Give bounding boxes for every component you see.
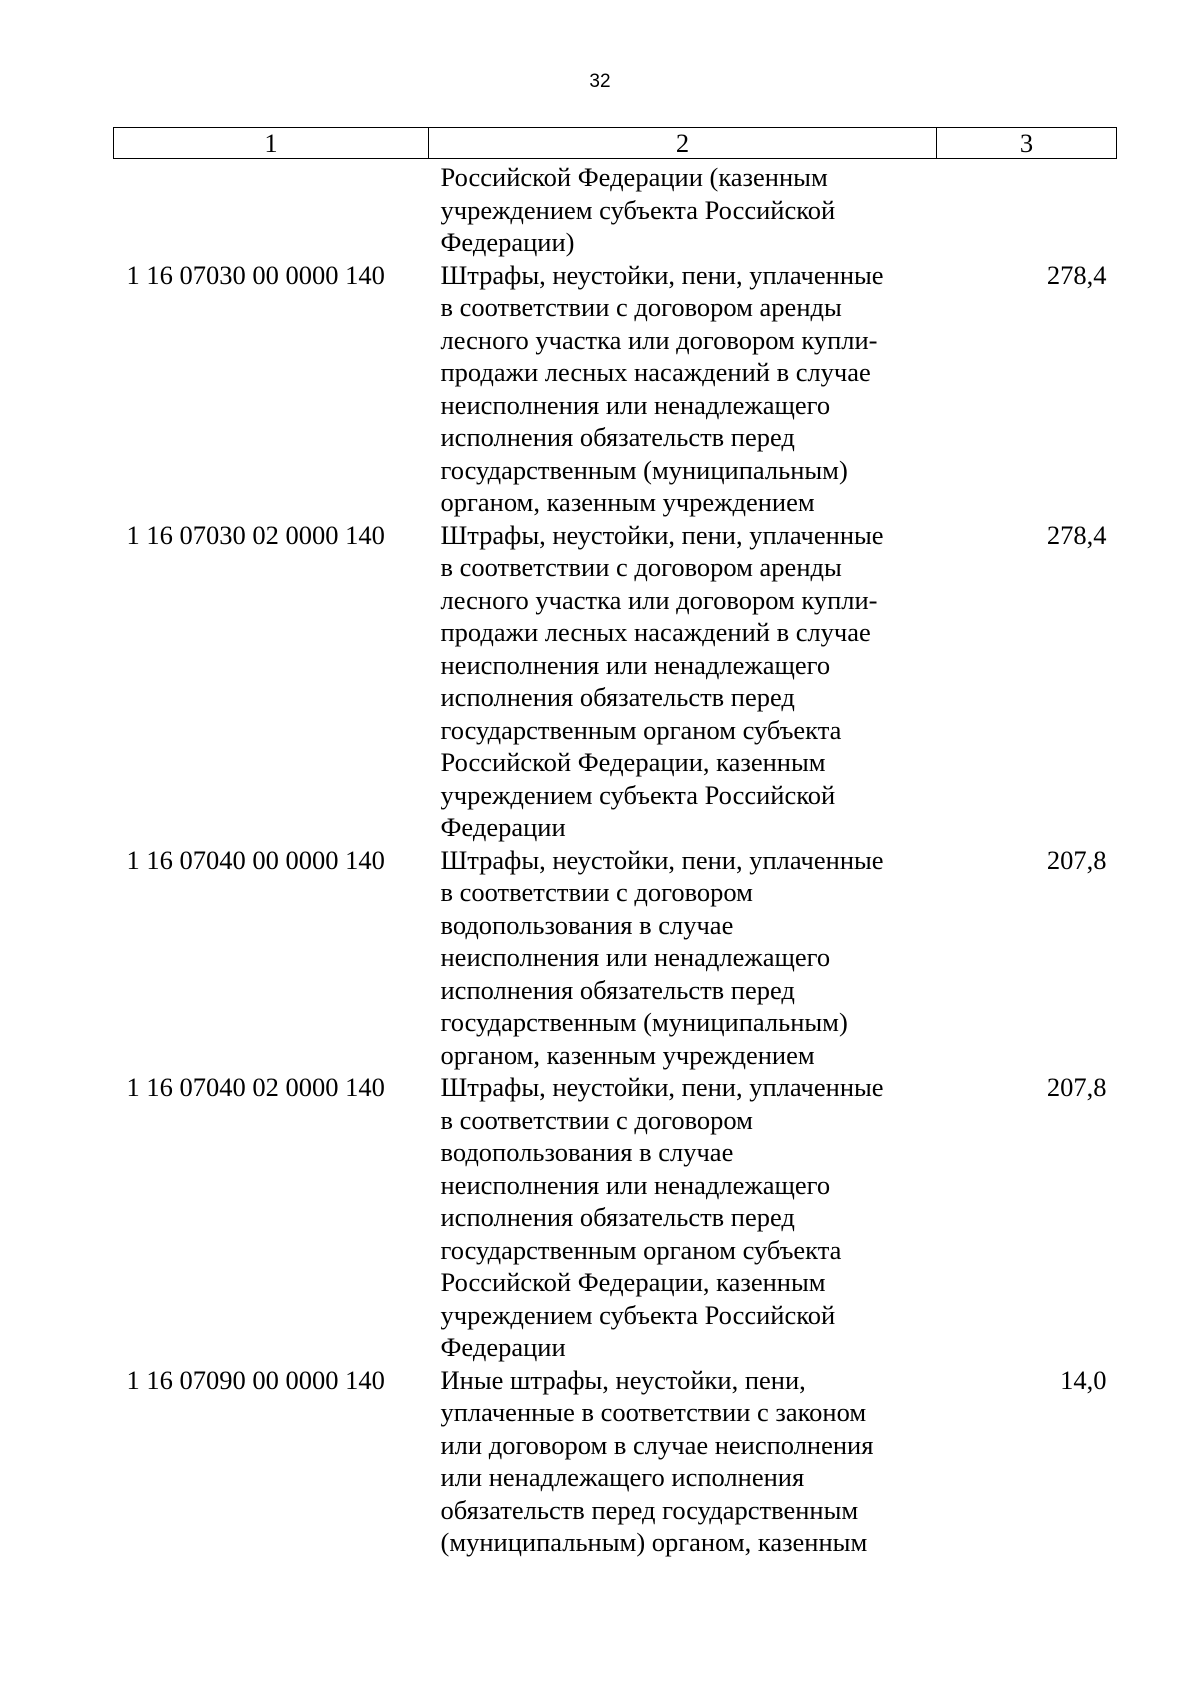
amount-cell: 207,8 — [1046, 844, 1107, 875]
description-line: Штрафы, неустойки, пени, уплаченные — [440, 1072, 884, 1102]
description-line: исполнения обязательств перед — [440, 422, 795, 452]
description-line: неисполнения или ненадлежащего — [440, 1169, 831, 1200]
description-line: водопользования в случае — [440, 1137, 734, 1167]
description-line: Федерации — [440, 1332, 566, 1362]
description-cell — [429, 519, 937, 844]
description-line: исполнения обязательств перед — [440, 974, 795, 1005]
description-line: в соответствии с договором аренды — [440, 292, 842, 322]
budget-code-cell: 1 16 07090 00 0000 140 — [126, 1364, 385, 1395]
continuation-row — [114, 159, 1117, 259]
description-line: Федерации) — [440, 227, 575, 257]
table-header-row — [114, 128, 1117, 159]
description-line: неисполнения или ненадлежащего — [440, 389, 831, 420]
description-line: Российской Федерации, казенным — [440, 1267, 826, 1297]
table-row — [114, 259, 1117, 519]
amount-cell: 207,8 — [1046, 1072, 1107, 1102]
description-line: исполнения обязательств перед — [440, 1202, 795, 1232]
description-line: учреждением субъекта Российской — [440, 1299, 836, 1330]
description-line: лесного участка или договором купли- — [440, 584, 878, 615]
description-line: Федерации — [440, 812, 566, 842]
description-line: в соответствии с договором аренды — [440, 552, 842, 582]
description-line: водопользования в случае — [440, 909, 734, 940]
budget-code-cell: 1 16 07030 02 0000 140 — [126, 519, 385, 550]
description-line: в соответствии с договором — [440, 1104, 753, 1135]
description-line: Штрафы, неустойки, пени, уплаченные — [440, 259, 884, 290]
budget-code-cell: 1 16 07040 02 0000 140 — [126, 1072, 385, 1102]
description-line: или ненадлежащего исполнения — [440, 1462, 805, 1492]
description-line: продажи лесных насаждений в случае — [440, 617, 871, 647]
description-line: учреждением субъекта Российской — [440, 779, 836, 810]
description-line: обязательств перед государственным — [440, 1494, 859, 1525]
description-line: (муниципальным) органом, казенным — [440, 1527, 868, 1557]
amount-cell: 14,0 — [1060, 1364, 1107, 1395]
description-cell — [429, 259, 937, 519]
description-line: продажи лесных насаждений в случае — [440, 357, 871, 387]
description-line: Российской Федерации, казенным — [440, 747, 826, 777]
description-line: учреждением субъекта Российской — [440, 194, 836, 225]
description-line: органом, казенным учреждением — [440, 487, 815, 517]
description-line: органом, казенным учреждением — [440, 1039, 815, 1070]
description-line: исполнения обязательств перед — [440, 682, 795, 712]
description-line: Российской Федерации (казенным — [440, 162, 828, 192]
description-line: государственным (муниципальным) — [440, 1007, 848, 1037]
description-line: лесного участка или договором купли- — [440, 324, 878, 355]
table-row — [114, 519, 1117, 844]
description-line: Иные штрафы, неустойки, пени, — [440, 1364, 806, 1395]
description-line: неисполнения или ненадлежащего — [440, 942, 831, 972]
budget-revenue-table — [113, 127, 1117, 1559]
description-line: Штрафы, неустойки, пени, уплаченные — [440, 519, 884, 550]
description-line: государственным органом субъекта — [440, 1234, 842, 1265]
description-cell — [429, 844, 937, 1072]
description-cell — [429, 1364, 937, 1559]
column-header-code: 1 — [114, 128, 429, 159]
description-line: государственным органом субъекта — [440, 714, 842, 745]
continuation-code-cell — [114, 159, 429, 259]
continuation-description-cell — [429, 159, 937, 259]
budget-code-cell: 1 16 07030 00 0000 140 — [126, 259, 385, 290]
budget-code-cell: 1 16 07040 00 0000 140 — [126, 844, 385, 875]
description-line: уплаченные в соответствии с законом — [440, 1397, 867, 1427]
table-row — [114, 844, 1117, 1072]
description-line: государственным (муниципальным) — [440, 454, 848, 485]
table-row — [114, 1364, 1117, 1559]
continuation-amount-cell — [937, 159, 1117, 259]
amount-cell: 278,4 — [1046, 259, 1107, 290]
description-cell — [429, 1071, 937, 1364]
description-line: Штрафы, неустойки, пени, уплаченные — [440, 844, 884, 875]
column-header-amount: 3 — [937, 128, 1117, 159]
description-line: или договором в случае неисполнения — [440, 1429, 874, 1460]
column-header-description: 2 — [429, 128, 937, 159]
amount-cell: 278,4 — [1046, 519, 1107, 550]
page-number: 32 — [589, 71, 611, 92]
table-row — [114, 1071, 1117, 1364]
description-line: в соответствии с договором — [440, 877, 753, 907]
description-line: неисполнения или ненадлежащего — [440, 649, 831, 680]
